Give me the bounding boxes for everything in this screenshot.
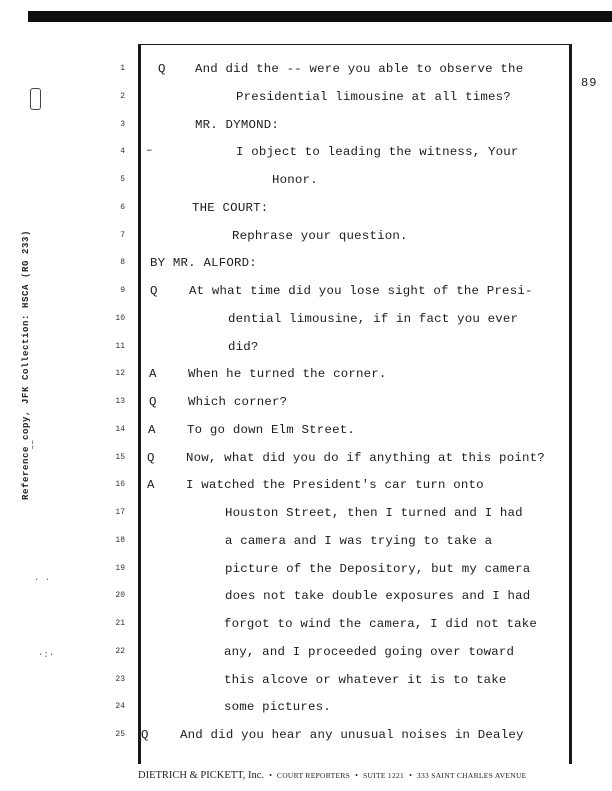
line-number: 18	[115, 536, 125, 545]
line-text: I watched the President's car turn onto	[186, 478, 484, 492]
speaker-marker: A	[147, 478, 155, 492]
side-annotation: Reference copy, JFK Collection: HSCA (RG 233)	[21, 229, 31, 500]
line-number: 20	[115, 591, 125, 600]
transcript-line	[0, 118, 612, 134]
line-text: picture of the Depository, but my camera	[225, 562, 531, 576]
transcript-line	[0, 506, 612, 522]
line-text: some pictures.	[224, 700, 331, 714]
line-number: 21	[115, 619, 125, 628]
transcript-line	[0, 145, 612, 161]
line-number: 4	[120, 147, 125, 156]
speaker-marker: Q	[141, 728, 149, 742]
line-number: 22	[115, 647, 125, 656]
speaker-marker: Q	[149, 395, 157, 409]
line-number: 19	[115, 564, 125, 573]
line-number: 5	[120, 175, 125, 184]
line-text: a camera and I was trying to take a	[225, 534, 493, 548]
line-text: MR. DYMOND:	[195, 118, 279, 132]
transcript-line	[0, 284, 612, 300]
transcript-line	[0, 201, 612, 217]
scan-top-bar	[28, 11, 612, 22]
footer-suite: SUITE 1221	[362, 771, 405, 780]
line-text: I object to leading the witness, Your	[236, 145, 519, 159]
line-text: Houston Street, then I turned and I had	[225, 506, 523, 520]
line-text: At what time did you lose sight of the Presi-	[189, 284, 533, 298]
line-text: Honor.	[272, 173, 318, 187]
line-text: Presidential limousine at all times?	[236, 90, 511, 104]
transcript-line	[0, 478, 612, 494]
transcript-line	[0, 451, 612, 467]
transcript-line	[0, 340, 612, 356]
transcript-line	[0, 395, 612, 411]
line-number: 23	[115, 675, 125, 684]
transcript-line	[0, 367, 612, 383]
line-number: 25	[115, 730, 125, 739]
line-number: 8	[120, 258, 125, 267]
line-text: dential limousine, if in fact you ever	[228, 312, 519, 326]
line-number: 9	[120, 286, 125, 295]
line-number: 16	[115, 480, 125, 489]
line-number: 12	[115, 369, 125, 378]
page-number: 89	[581, 76, 598, 90]
transcript-line	[0, 562, 612, 578]
transcript-line	[0, 173, 612, 189]
line-number: 6	[120, 203, 125, 212]
line-text: To go down Elm Street.	[187, 423, 355, 437]
line-number: 2	[120, 92, 125, 101]
transcript-line	[0, 423, 612, 439]
transcript-line	[0, 589, 612, 605]
transcript-line	[0, 256, 612, 272]
scan-speck: ·:·	[38, 650, 55, 660]
speaker-marker: Q	[147, 451, 155, 465]
footer-firm: DIETRICH & PICKETT, Inc.	[138, 770, 265, 781]
line-text: Now, what did you do if anything at this point?	[186, 451, 545, 465]
page-footer: DIETRICH & PICKETT, Inc. • COURT REPORTERS • SUITE 1221 • 333 SAINT CHARLES AVENUE	[138, 770, 527, 781]
speaker-marker: A	[148, 423, 156, 437]
line-text: did?	[228, 340, 259, 354]
line-text: Rephrase your question.	[232, 229, 408, 243]
speaker-marker: A	[149, 367, 157, 381]
transcript-line	[0, 700, 612, 716]
line-text: any, and I proceeded going over toward	[224, 645, 515, 659]
transcript-line	[0, 645, 612, 661]
transcript-line	[0, 312, 612, 328]
footer-address: 333 SAINT CHARLES AVENUE	[416, 771, 527, 780]
line-text: When he turned the corner.	[188, 367, 387, 381]
line-text: BY MR. ALFORD:	[150, 256, 257, 270]
line-text: And did you hear any unusual noises in Dealey	[180, 728, 524, 742]
scan-speck: · ·	[34, 575, 51, 585]
scan-speck: ¦	[30, 440, 36, 450]
line-text: And did the -- were you able to observe the	[195, 62, 524, 76]
line-text: does not take double exposures and I had	[225, 589, 531, 603]
margin-dash: –	[146, 145, 153, 157]
transcript-line	[0, 617, 612, 633]
line-text: Which corner?	[188, 395, 288, 409]
footer-role: COURT REPORTERS	[276, 771, 351, 780]
line-text: this alcove or whatever it is to take	[224, 673, 507, 687]
line-number: 15	[115, 453, 125, 462]
line-number: 17	[115, 508, 125, 517]
line-number: 1	[120, 64, 125, 73]
line-number: 13	[115, 397, 125, 406]
transcript-line	[0, 673, 612, 689]
line-text: THE COURT:	[192, 201, 269, 215]
transcript-line	[0, 534, 612, 550]
line-number: 7	[120, 231, 125, 240]
line-number: 10	[115, 314, 125, 323]
transcript-line	[0, 90, 612, 106]
speaker-marker: Q	[150, 284, 158, 298]
line-text: forgot to wind the camera, I did not take	[224, 617, 538, 631]
speaker-marker: Q	[158, 62, 166, 76]
line-number: 11	[115, 342, 125, 351]
line-number: 24	[115, 702, 125, 711]
transcript-line	[0, 62, 612, 78]
transcript-line	[0, 229, 612, 245]
transcript-line	[0, 728, 612, 744]
line-number: 3	[120, 120, 125, 129]
line-number: 14	[115, 425, 125, 434]
